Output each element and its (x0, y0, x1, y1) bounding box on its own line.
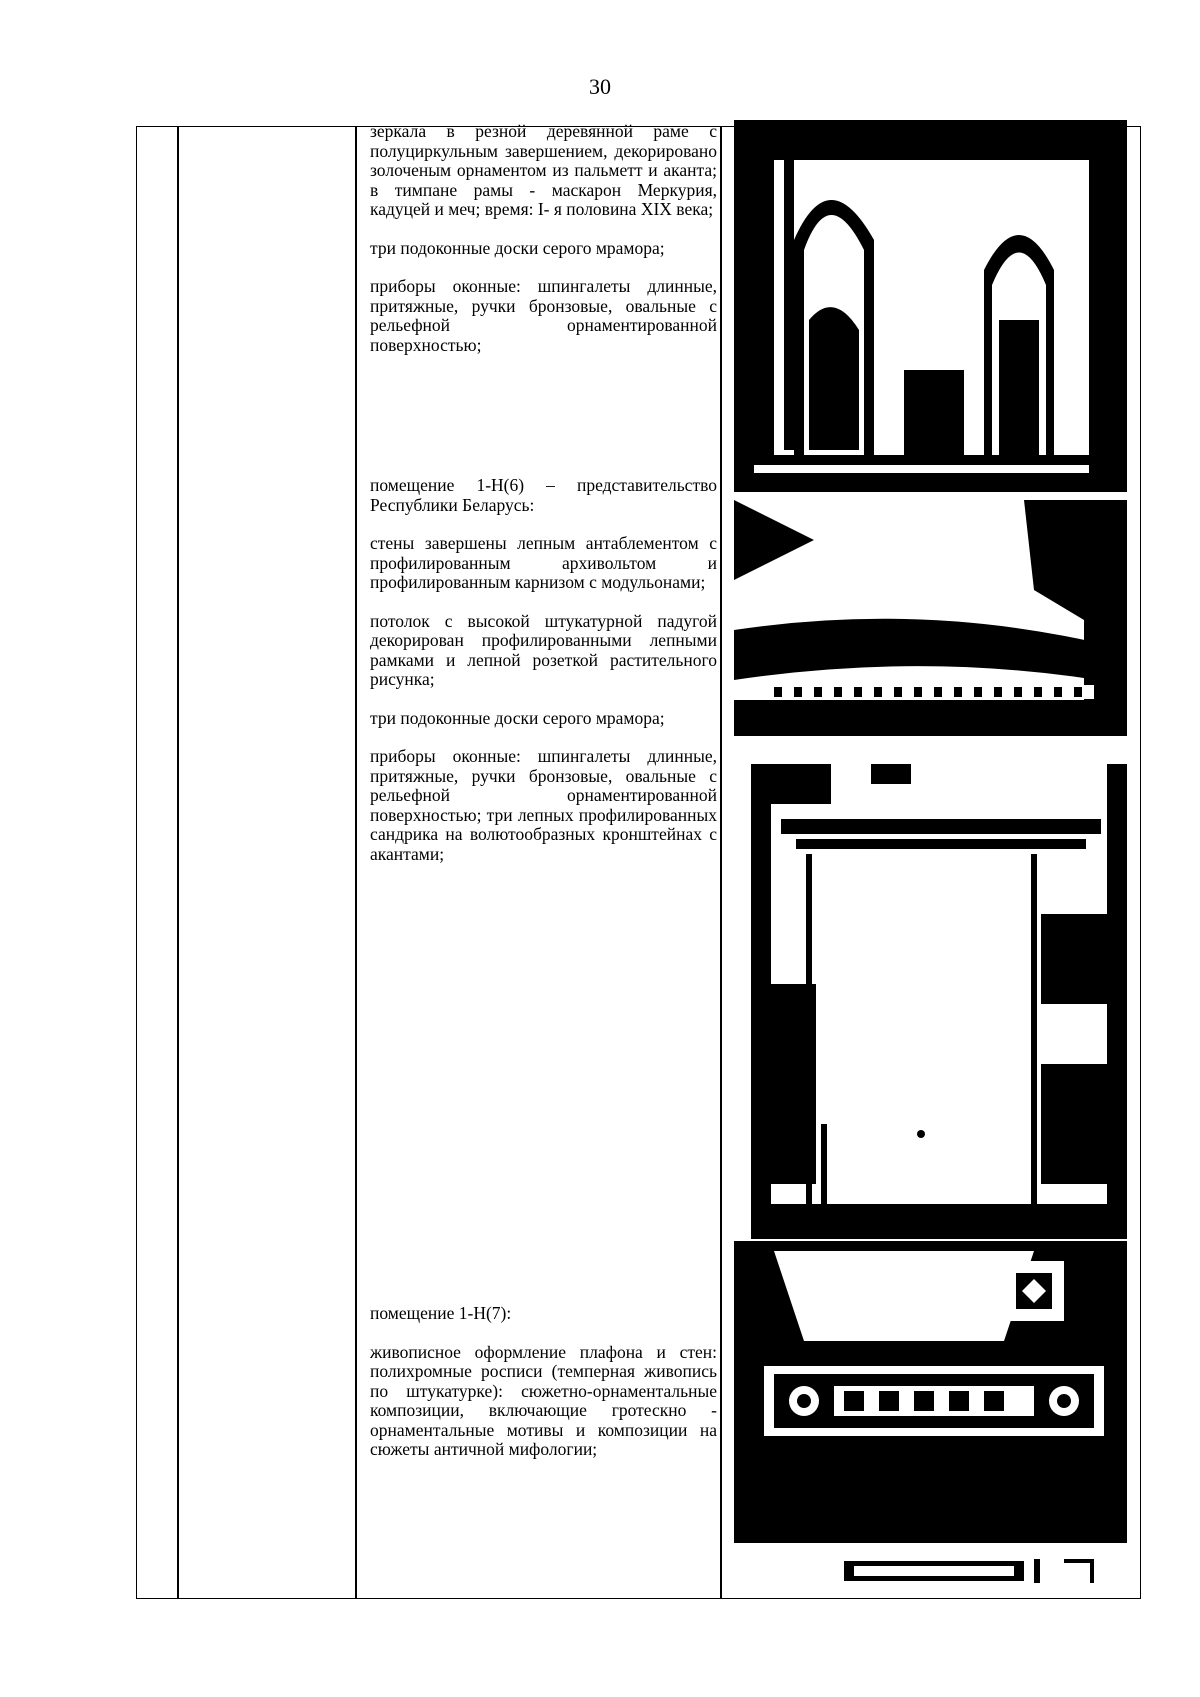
column-divider (720, 127, 722, 1598)
paragraph-window-fittings: приборы оконные: шпингалеты длинные, притяжные, ручки бронзовые, овальные с рельефной орнаментированной поверхностью; (370, 276, 717, 355)
description-block-room-1n7 (370, 1304, 717, 1460)
paragraph-ceiling-painting: живописное оформление плафона и стен: полихромные росписи (темперная живопись по штукатурке): сюжетно-орнаментальные композиции, включающие гротескно - орнаментальные мотивы и композиции на сюжеты античной мифологии; (370, 1341, 717, 1459)
paragraph-ceiling: потолок с высокой штукатурной падугой декорирован профилированными лепными рамками и лепной розеткой растительного рисунка; (370, 610, 717, 689)
paragraph-window-fittings: приборы оконные: шпингалеты длинные, притяжные, ручки бронзовые, овальные с рельефной орнаментированной поверхностью; три лепных профилированных сандрика на волютообразных кронштейнах с акантами; (370, 746, 717, 864)
page-number: 30 (589, 74, 611, 99)
description-block-mirror (370, 122, 717, 355)
photo-arched-mirrors (734, 120, 1127, 492)
paragraph-window-sills: три подоконные доски серого мрамора; (370, 237, 665, 258)
paragraph-window-sills: три подоконные доски серого мрамора; (370, 707, 665, 728)
photo-painted-ceiling (734, 1241, 1127, 1598)
paragraph-walls: стены завершены лепным антаблементом с профилированным архивольтом и профилированным карнизом с модульонами; (370, 533, 717, 592)
description-block-room-1n6 (370, 476, 717, 864)
paragraph-mirror-frame: зеркала в резной деревянной раме с полуциркульным завершением, декорировано золоченым орнаментом из пальметт и аканта; в тимпане рамы - маскарон Меркурия, кадуцей и меч; время: I- я половина XIX века; (370, 121, 717, 219)
paragraph-room-title: помещение 1-Н(7): (370, 1303, 512, 1323)
paragraph-room-title: помещение 1-Н(6) – представительство Республики Беларусь: (370, 475, 717, 515)
photo-cornice-modillions (734, 500, 1127, 736)
column-divider (355, 127, 357, 1598)
photo-door-sandrik (751, 764, 1127, 1239)
column-divider (177, 127, 179, 1598)
inventory-table (136, 121, 1141, 1599)
